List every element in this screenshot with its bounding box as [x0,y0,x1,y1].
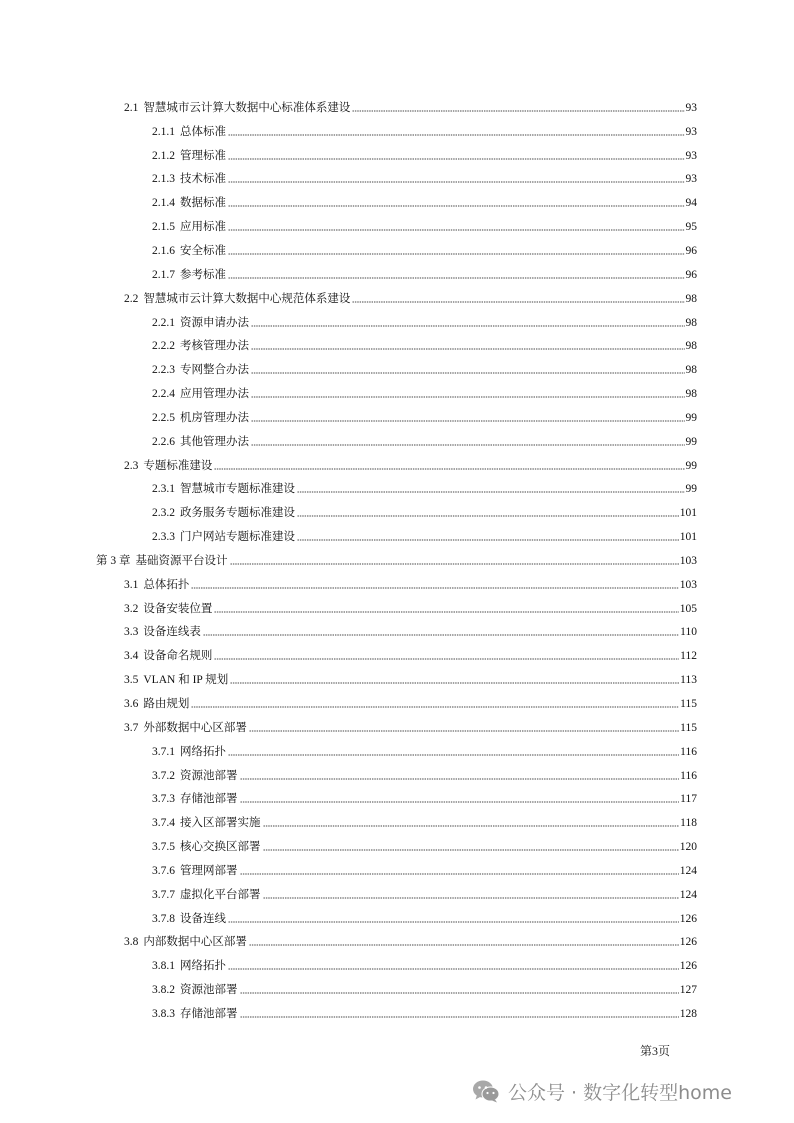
toc-entry-page: 93 [685,125,697,138]
toc-entry[interactable] [0,883,794,907]
toc-entry-number: 2.1 [124,101,139,114]
toc-entry-number: 2.3.1 [152,483,175,496]
toc-entry-title: 技术标准 [180,173,226,186]
toc-entry-number: 3.3 [124,626,139,639]
toc-entry-page: 128 [679,1007,697,1020]
toc-dot-leader [230,562,679,566]
toc-entry[interactable] [0,835,794,859]
toc-entry-title: 网络拓扑 [180,960,226,973]
toc-entry[interactable] [0,621,794,645]
toc-entry-page: 126 [679,912,697,925]
toc-dot-leader [230,681,679,685]
toc-entry[interactable] [0,311,794,335]
toc-entry-number: 3.5 [124,674,139,687]
toc-entry-number: 3.8 [124,936,139,949]
toc-dot-leader [240,800,680,804]
toc-entry[interactable] [0,358,794,382]
toc-dot-leader [240,991,679,995]
toc-entry[interactable] [0,478,794,502]
toc-entry-page: 99 [685,483,697,496]
toc-dot-leader [228,204,685,208]
toc-entry[interactable] [0,96,794,120]
toc-dot-leader [228,133,685,137]
toc-entry[interactable] [0,954,794,978]
toc-entry[interactable] [0,334,794,358]
toc-entry[interactable] [0,644,794,668]
toc-dot-leader [297,538,679,542]
toc-entry[interactable] [0,978,794,1002]
toc-entry-number: 3.6 [124,698,139,711]
toc-entry-title: 专题标准建设 [143,459,213,472]
toc-entry-page: 98 [685,388,697,401]
toc-entry-page: 126 [679,960,697,973]
toc-entry-title: 门户网站专题标准建设 [180,531,295,544]
toc-entry-page: 105 [679,602,697,615]
toc-entry-title: 基础资源平台设计 [135,554,228,567]
toc-entry-number: 2.2 [124,292,139,305]
toc-entry-number: 2.1.6 [152,244,175,257]
toc-entry-page: 101 [679,507,697,520]
toc-dot-leader [251,443,685,447]
toc-entry-page: 124 [679,864,697,877]
toc-entry[interactable] [0,215,794,239]
toc-dot-leader [251,395,685,399]
toc-entry-title: 核心交换区部署 [180,841,261,854]
toc-entry-page: 126 [679,936,697,949]
toc-entry-number: 3.4 [124,650,139,663]
toc-entry-page: 103 [679,554,697,567]
toc-entry[interactable] [0,406,794,430]
toc-entry-title: 安全标准 [180,244,226,257]
toc-dot-leader [191,705,679,709]
table-of-contents [0,96,794,1026]
toc-entry-title: 政务服务专题标准建设 [180,507,295,520]
toc-entry-number: 3.7.5 [152,841,175,854]
toc-entry-number: 2.1.3 [152,173,175,186]
toc-dot-leader [240,1015,679,1019]
toc-entry-title: 应用标准 [180,221,226,234]
toc-entry-title: 内部数据中心区部署 [143,936,247,949]
toc-dot-leader [240,777,680,781]
toc-entry-title: 存储池部署 [180,1007,238,1020]
toc-dot-leader [228,276,685,280]
toc-entry-number: 3.7.6 [152,864,175,877]
toc-entry-title: 外部数据中心区部署 [143,721,247,734]
toc-dot-leader [228,180,685,184]
toc-dot-leader [240,872,679,876]
toc-entry[interactable] [0,263,794,287]
toc-entry[interactable] [0,191,794,215]
toc-dot-leader [352,109,684,113]
toc-entry[interactable] [0,787,794,811]
toc-entry-number: 2.1.1 [152,125,175,138]
toc-entry-page: 99 [685,459,697,472]
toc-entry[interactable] [0,764,794,788]
page-number: 第3页 [640,1044,671,1058]
toc-dot-leader [214,657,679,661]
toc-entry-number: 3.7.8 [152,912,175,925]
toc-entry-title: 机房管理办法 [180,411,249,424]
toc-entry-number: 2.1.2 [152,149,175,162]
toc-dot-leader [214,467,684,471]
toc-entry-number: 3.7.4 [152,817,175,830]
toc-entry-number: 2.2.3 [152,364,175,377]
toc-entry[interactable] [0,525,794,549]
toc-entry-number: 3.1 [124,578,139,591]
toc-entry[interactable] [0,501,794,525]
toc-entry-title: 应用管理办法 [180,388,249,401]
toc-entry-title: 数据标准 [180,197,226,210]
watermark [472,1074,732,1108]
toc-entry[interactable] [0,239,794,263]
toc-entry-page: 127 [679,984,697,997]
toc-entry-page: 116 [680,769,697,782]
toc-entry-title: 设备连线 [180,912,226,925]
toc-dot-leader [352,300,684,304]
toc-entry-number: 3.7.1 [152,745,175,758]
toc-entry-page: 95 [685,221,697,234]
toc-entry-number: 2.2.2 [152,340,175,353]
toc-entry-page: 98 [685,292,697,305]
toc-dot-leader [249,729,679,733]
toc-entry-title: 管理网部署 [180,864,238,877]
toc-entry-page: 93 [685,149,697,162]
toc-entry[interactable] [0,573,794,597]
toc-entry[interactable] [0,168,794,192]
toc-dot-leader [228,920,679,924]
toc-entry-page: 112 [680,650,697,663]
toc-entry-page: 98 [685,364,697,377]
toc-entry-title: 资源申请办法 [180,316,249,329]
toc-entry-page: 98 [685,340,697,353]
toc-dot-leader [249,943,679,947]
toc-entry-number: 3.7.3 [152,793,175,806]
toc-entry-page: 103 [679,578,697,591]
toc-entry-page: 99 [685,435,697,448]
toc-dot-leader [297,490,685,494]
toc-dot-leader [251,347,685,351]
toc-entry[interactable] [0,597,794,621]
toc-dot-leader [191,586,678,590]
toc-entry[interactable] [0,859,794,883]
toc-entry[interactable] [0,287,794,311]
toc-entry-title: 设备连线表 [143,626,201,639]
toc-entry-page: 115 [680,721,697,734]
toc-entry[interactable] [0,692,794,716]
toc-entry-title: 接入区部署实施 [180,817,261,830]
toc-entry-title: 网络拓扑 [180,745,226,758]
toc-entry-page: 115 [680,698,697,711]
toc-entry-number: 2.2.4 [152,388,175,401]
toc-entry-title: 设备命名规则 [143,650,213,663]
toc-entry-number: 3.8.1 [152,960,175,973]
toc-entry-title: 智慧城市云计算大数据中心规范体系建设 [143,292,351,305]
toc-dot-leader [251,324,685,328]
toc-entry-number: 2.1.4 [152,197,175,210]
toc-entry-page: 113 [680,674,697,687]
toc-entry-title: VLAN 和 IP 规划 [143,674,229,687]
toc-entry-title: 参考标准 [180,268,226,281]
toc-entry-number: 3.2 [124,602,139,615]
toc-entry[interactable] [0,549,794,573]
toc-entry-number: 2.2.1 [152,316,175,329]
toc-entry[interactable] [0,907,794,931]
toc-entry[interactable] [0,430,794,454]
toc-entry-number: 2.1.7 [152,268,175,281]
toc-dot-leader [263,824,680,828]
wechat-icon [472,1079,500,1103]
toc-dot-leader [228,157,685,161]
toc-entry-title: 存储池部署 [180,793,238,806]
toc-entry-title: 虚拟化平台部署 [180,888,261,901]
toc-entry[interactable] [0,716,794,740]
toc-entry-page: 101 [679,531,697,544]
toc-entry-number: 3.8.3 [152,1007,175,1020]
toc-entry-number: 3.7.7 [152,888,175,901]
toc-entry-page: 93 [685,101,697,114]
toc-entry-page: 93 [685,173,697,186]
toc-entry-title: 智慧城市专题标准建设 [180,483,295,496]
toc-entry-title: 资源池部署 [180,984,238,997]
toc-entry-page: 124 [679,888,697,901]
toc-dot-leader [228,252,685,256]
toc-entry-title: 路由规划 [143,698,190,711]
toc-entry-number: 2.2.6 [152,435,175,448]
toc-entry-title: 其他管理办法 [180,435,249,448]
toc-entry-page: 120 [679,841,697,854]
toc-entry-number: 2.3.2 [152,507,175,520]
toc-entry-page: 110 [680,626,697,639]
toc-dot-leader [263,896,679,900]
toc-entry-title: 智慧城市云计算大数据中心标准体系建设 [143,101,351,114]
toc-dot-leader [203,633,679,637]
toc-entry[interactable] [0,382,794,406]
toc-entry-title: 考核管理办法 [180,340,249,353]
toc-entry-title: 总体标准 [180,125,226,138]
toc-entry[interactable] [0,120,794,144]
toc-dot-leader [228,967,679,971]
toc-entry-number: 第 3 章 [96,554,131,567]
toc-entry-title: 总体拓扑 [143,578,190,591]
toc-dot-leader [251,419,685,423]
toc-entry-page: 117 [680,793,697,806]
toc-entry[interactable] [0,454,794,478]
toc-entry-number: 2.2.5 [152,411,175,424]
toc-entry[interactable] [0,811,794,835]
toc-dot-leader [228,228,685,232]
toc-dot-leader [297,514,679,518]
toc-dot-leader [228,753,679,757]
toc-entry-number: 2.3.3 [152,531,175,544]
toc-entry[interactable] [0,1002,794,1026]
toc-entry-page: 98 [685,316,697,329]
watermark-text: 公众号 · 数字化转型home [508,1081,732,1104]
toc-entry-number: 2.1.5 [152,221,175,234]
toc-dot-leader [214,610,678,614]
toc-entry-page: 96 [685,244,697,257]
toc-entry-page: 94 [685,197,697,210]
toc-entry-title: 管理标准 [180,149,226,162]
toc-entry-number: 3.8.2 [152,984,175,997]
toc-entry-number: 3.7.2 [152,769,175,782]
toc-entry[interactable] [0,144,794,168]
toc-entry[interactable] [0,740,794,764]
toc-entry-page: 96 [685,268,697,281]
toc-entry[interactable] [0,931,794,955]
toc-entry-title: 专网整合办法 [180,364,249,377]
toc-entry-number: 3.7 [124,721,139,734]
toc-entry[interactable] [0,668,794,692]
toc-entry-page: 116 [680,745,697,758]
toc-dot-leader [251,371,685,375]
toc-entry-title: 设备安装位置 [143,602,213,615]
toc-dot-leader [263,848,679,852]
toc-entry-page: 99 [685,411,697,424]
toc-entry-title: 资源池部署 [180,769,238,782]
toc-entry-page: 118 [680,817,697,830]
toc-entry-number: 2.3 [124,459,139,472]
